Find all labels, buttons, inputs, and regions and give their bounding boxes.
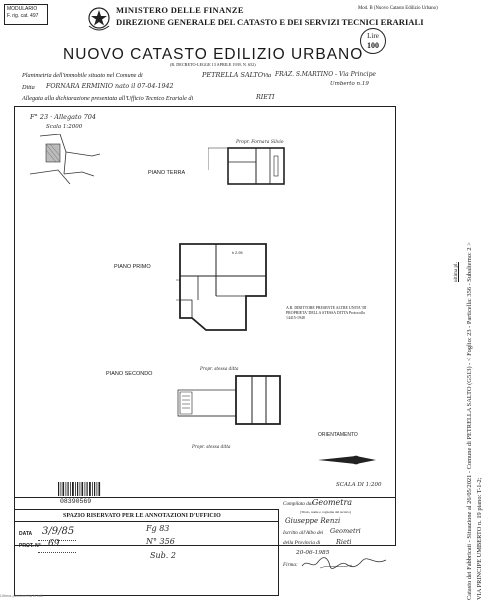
model-box-line-2: F. rig. cat. 497 bbox=[7, 12, 39, 19]
compilata-value: Geometra bbox=[312, 498, 353, 507]
room-height-label: h 2.95 bbox=[232, 251, 243, 255]
ditta-value: FORNARA ERMINIO nato il 07-04-1942 bbox=[46, 83, 174, 90]
floor-label-primo: PIANO PRIMO bbox=[114, 264, 151, 270]
legge-reference: (R. DECRETO-LEGGE 13 APRILE 1939, N. 652) bbox=[170, 62, 256, 67]
prot-underline bbox=[38, 552, 76, 553]
mappa-reference: F° 23 · Allegato 704 bbox=[30, 113, 97, 121]
data-label: DATA bbox=[19, 531, 33, 537]
data-underline bbox=[38, 540, 76, 541]
floor-label-secondo: PIANO SECONDO bbox=[106, 371, 153, 377]
allegata-label: Allegata alla dichiarazione presentata all'Ufficio Tecnico Erariale di bbox=[22, 95, 194, 102]
piano-secondo-plan bbox=[176, 374, 286, 438]
direzione-title: DIREZIONE GENERALE DEL CATASTO E DEI SERVIZI TECNICI ERARIALI bbox=[116, 17, 424, 27]
mod-b-label: Mod. B (Nuovo Catasto Edilizio Urbano) bbox=[358, 6, 438, 11]
compiler-date: 20-06-1985 bbox=[296, 550, 330, 556]
barcode-icon bbox=[58, 482, 102, 496]
ditta-label: Ditta bbox=[22, 84, 35, 91]
via-value-2: Umberto n.19 bbox=[330, 81, 369, 87]
provincia-value: Rieti bbox=[336, 538, 352, 546]
ufficio-value: RIETI bbox=[256, 94, 275, 101]
scala-map: Scala 1:2000 bbox=[46, 124, 83, 130]
compiler-name: Giuseppe Renzi bbox=[285, 517, 341, 525]
lire-stamp bbox=[360, 28, 386, 54]
neighbor-label-secondo: Propr. stessa ditta bbox=[200, 366, 239, 371]
ministry-title: MINISTERO DELLE FINANZE bbox=[116, 5, 244, 15]
orientamento-label: ORIENTAMENTO bbox=[318, 432, 358, 438]
firma-label: Firma: bbox=[283, 562, 298, 568]
piano-primo-plan bbox=[176, 240, 276, 340]
via-value: FRAZ. S.MARTINO - Via Principe bbox=[275, 71, 376, 78]
data-value: 3/9/85 bbox=[42, 526, 75, 537]
compilata-note: (Titolo, nome e cognome del tecnico) bbox=[300, 510, 351, 514]
document-title: NUOVO CATASTO EDILIZIO URBANO bbox=[63, 46, 364, 63]
subalterno-value: Sub. 2 bbox=[150, 551, 176, 560]
scala-plan: SCALA DI 1:200 bbox=[336, 482, 382, 488]
office-box-header: SPAZIO RISERVATO PER LE ANNOTAZIONI D'UFFICIO bbox=[15, 510, 278, 522]
planimetria-label: Planimetria dell'immobile situato nel Comune di bbox=[22, 72, 143, 79]
neighbor-label-secondo-2: Propr. stessa ditta bbox=[192, 444, 231, 449]
north-arrow-icon bbox=[316, 440, 380, 480]
signature-icon bbox=[300, 556, 388, 570]
lire-label: Lire bbox=[367, 32, 379, 40]
office-stamp: A.R. DIRITTORE PRESENTE ALTRE UNITA' DI PROPRIETA' DELLA STESSA DITTA Protocollo 14415-1948 bbox=[286, 306, 367, 320]
neighbor-label-terra: Propr. Fornara Silvio bbox=[236, 140, 284, 145]
foglio-value: Fg 83 bbox=[146, 524, 170, 533]
floor-label-terra: PIANO TERRA bbox=[148, 170, 186, 176]
prot-label: PROT. N° bbox=[19, 543, 41, 549]
provincia-label: della Provincia di bbox=[283, 540, 321, 546]
via-label: Via bbox=[263, 72, 272, 79]
side-address-info: VIA PRINCIPE UMBERTO n. 19 piano: T-1-2; bbox=[476, 477, 483, 600]
model-box-line-1: MODULARIO bbox=[7, 6, 38, 12]
model-box bbox=[4, 4, 48, 25]
compilata-label: Compilata dal bbox=[283, 501, 313, 507]
prot-value: 69 bbox=[48, 539, 60, 549]
footer-note: Ultima planimetria in atti bbox=[0, 593, 43, 598]
particella-value: N° 356 bbox=[146, 537, 175, 546]
republic-emblem-icon bbox=[86, 4, 112, 34]
side-ultima-label: ultima pl. bbox=[453, 262, 459, 282]
barcode-number: 08390569 bbox=[60, 498, 92, 505]
albo-label: Iscritto all'Albo dei bbox=[283, 530, 324, 536]
site-map-drawing bbox=[30, 134, 110, 186]
albo-value: Geometri bbox=[330, 527, 361, 535]
comune-value: PETRELLA SALTO bbox=[202, 71, 264, 79]
piano-terra-plan bbox=[208, 146, 288, 188]
side-catasto-info: Catasto dei Fabbricati - Situazione al 26/05/2021 - Comune di PETRELLA SALTO (G513) - < Foglio: 23 - Particella: 356 - Subalterno: 2 > bbox=[466, 242, 473, 600]
lire-value: 100 bbox=[367, 41, 379, 50]
